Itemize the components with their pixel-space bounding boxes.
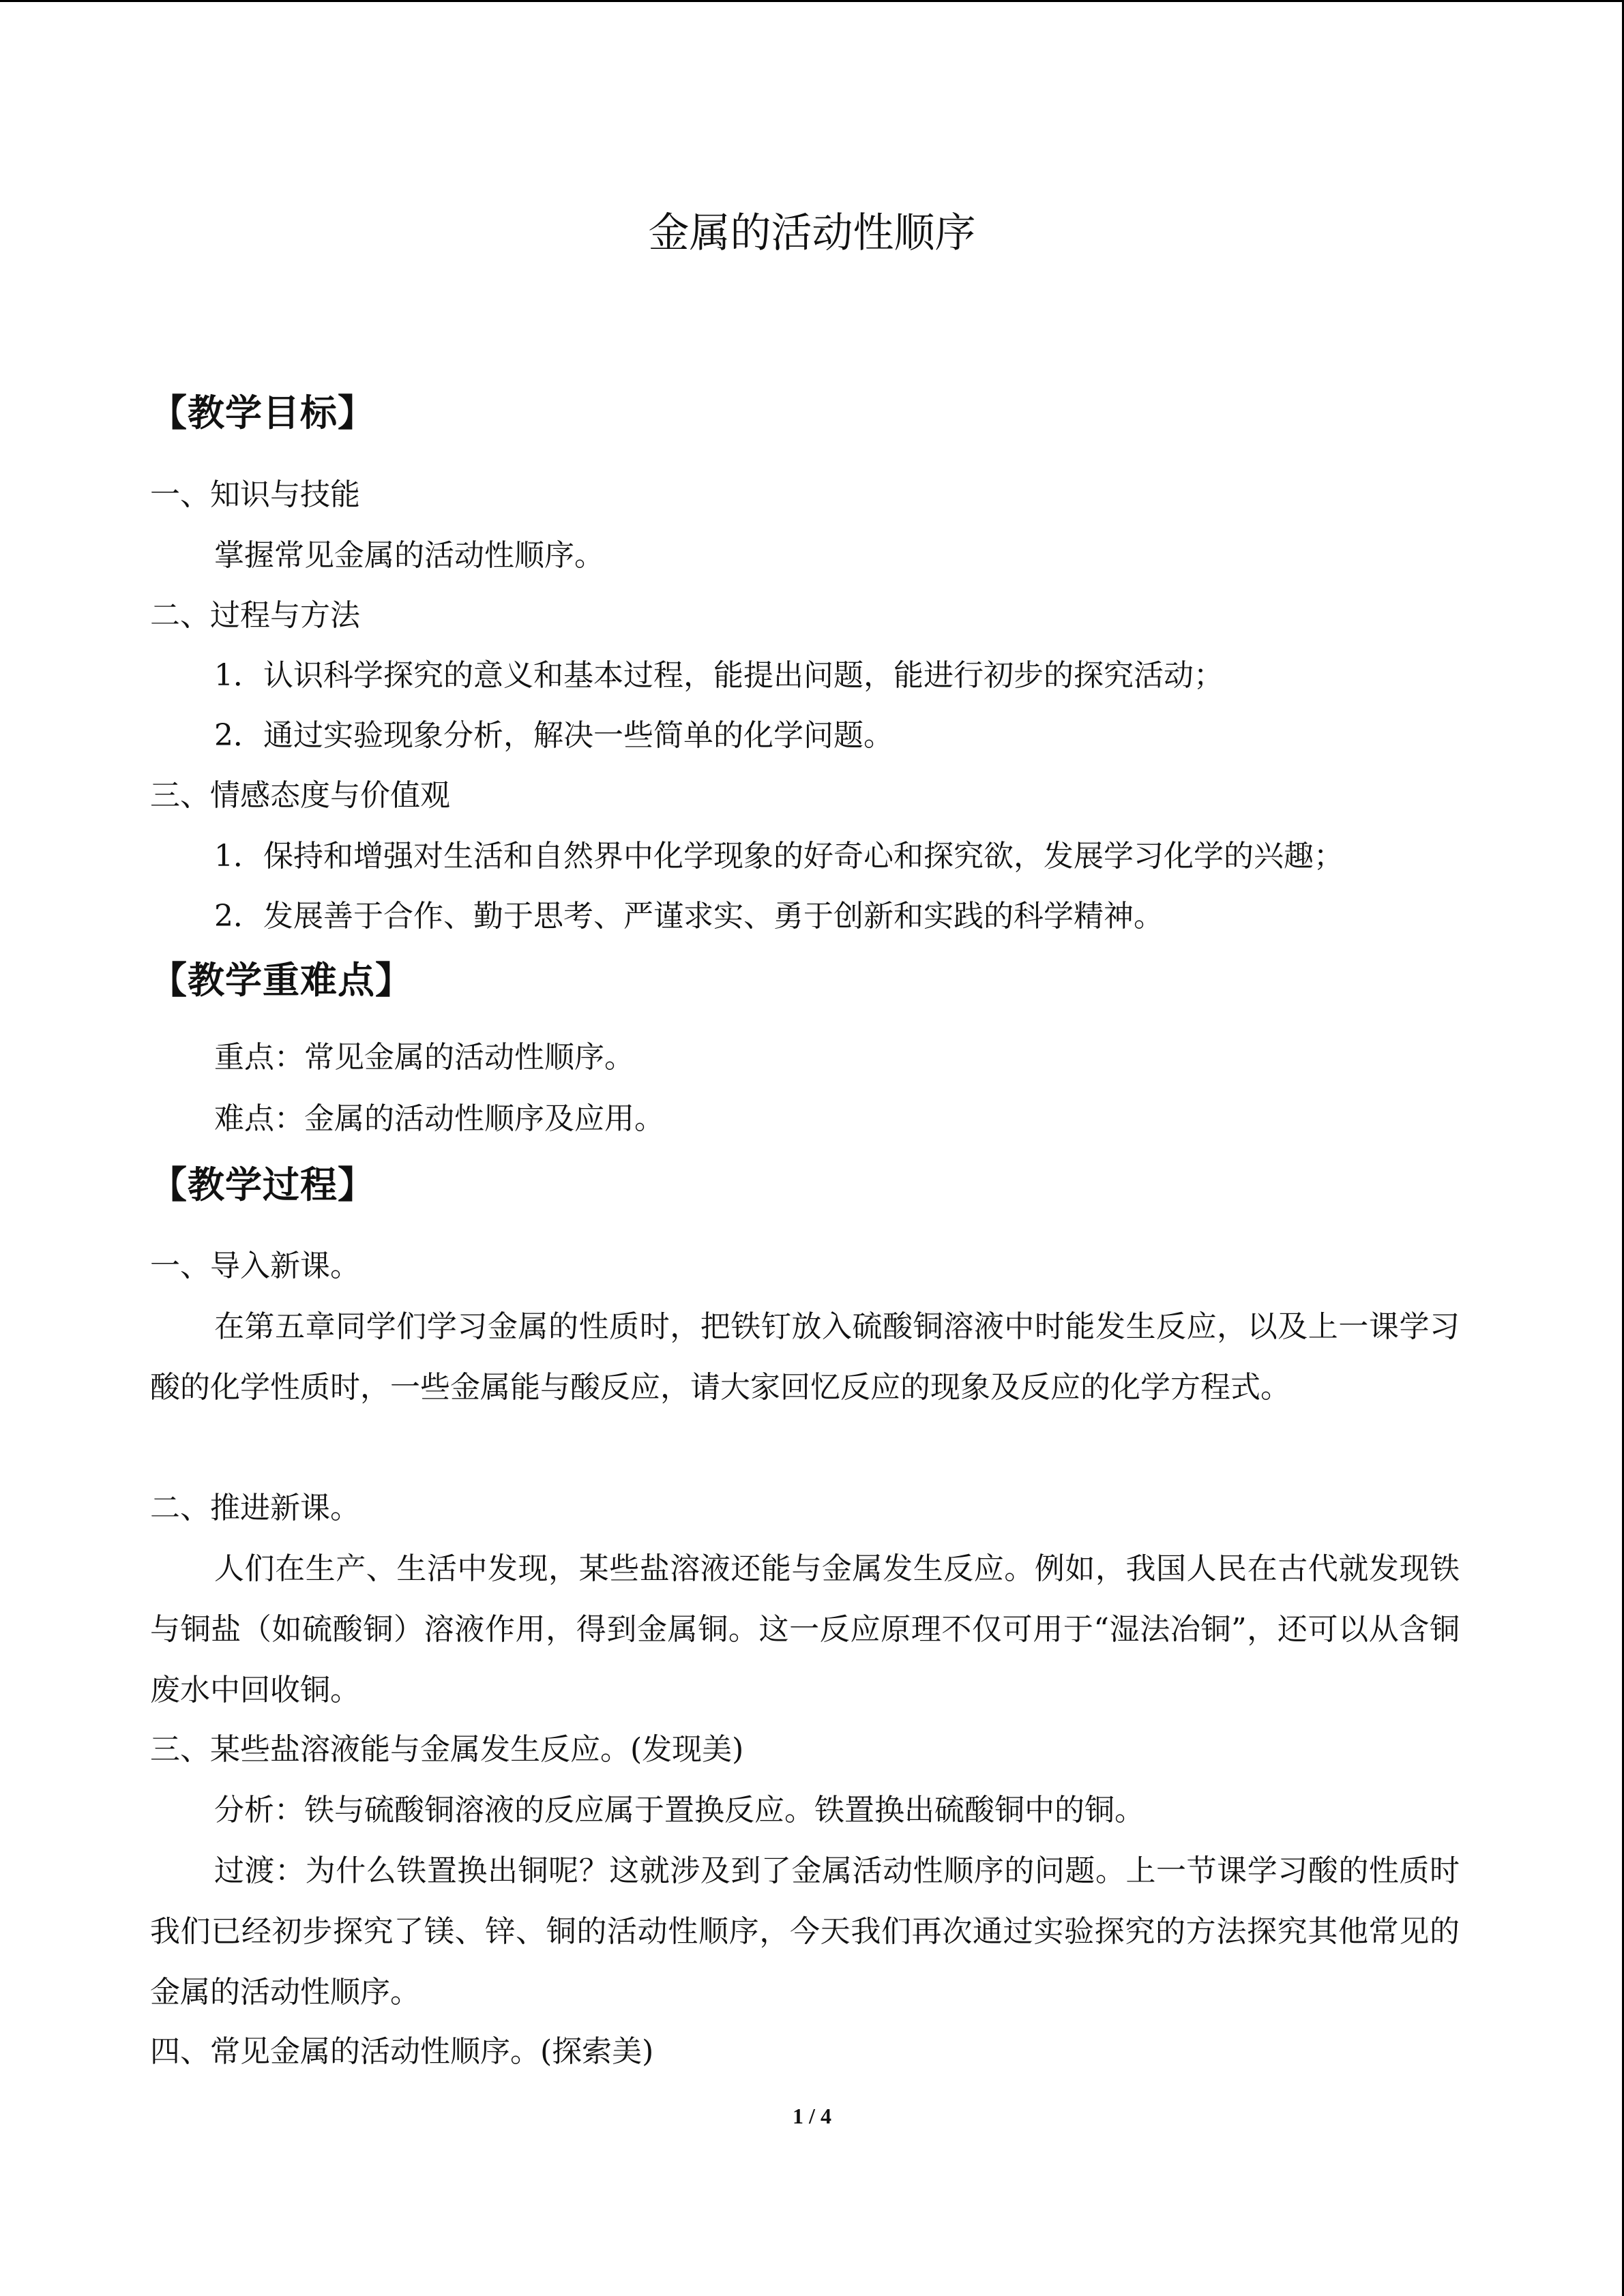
- page-number: 1 / 4: [793, 2104, 831, 2128]
- objectives-part1-title: 一、知识与技能: [150, 477, 360, 512]
- objectives-part3-item-1: 1．保持和增强对生活和自然界中化学现象的好奇心和探究欲，发展学习化学的兴趣；: [214, 839, 1344, 874]
- process-step2-title: 二、推进新课。: [150, 1491, 360, 1525]
- key-point-focus: 重点：常见金属的活动性顺序。: [214, 1040, 634, 1075]
- process-step1-paragraph: 在第五章同学们学习金属的性质时，把铁钉放入硫酸铜溶液中时能发生反应，以及上一课学习酸的化学性质时，一些金属能与酸反应，请大家回忆反应的现象及反应的化学方程式。: [150, 1309, 1460, 1405]
- process-step3-analysis: 分析：铁与硫酸铜溶液的反应属于置换反应。铁置换出硫酸铜中的铜。: [214, 1793, 1145, 1828]
- section-heading-objectives: 【教学目标】: [150, 391, 375, 434]
- objectives-part2-item-2: 2．通过实验现象分析，解决一些简单的化学问题。: [214, 718, 894, 753]
- process-step1-title: 一、导入新课。: [150, 1249, 360, 1283]
- process-step2-paragraph: 人们在生产、生活中发现，某些盐溶液还能与金属发生反应。例如，我国人民在古代就发现铁与铜盐（如硫酸铜）溶液作用，得到金属铜。这一反应原理不仅可用于“湿法冶铜”，还可以从含铜废水中回收铜。: [150, 1551, 1460, 1708]
- key-point-difficulty: 难点：金属的活动性顺序及应用。: [214, 1101, 664, 1136]
- objectives-part2-item-1: 1．认识科学探究的意义和基本过程，能提出问题，能进行初步的探究活动；: [214, 658, 1224, 693]
- objectives-part3-item-2: 2．发展善于合作、勤于思考、严谨求实、勇于创新和实践的科学精神。: [214, 899, 1164, 934]
- section-heading-key-points: 【教学重难点】: [150, 958, 413, 1002]
- section-heading-process: 【教学过程】: [150, 1163, 375, 1206]
- objectives-part1-item: 掌握常见金属的活动性顺序。: [214, 538, 604, 573]
- process-step4-title: 四、常见金属的活动性顺序。(探索美): [150, 2034, 654, 2069]
- document-title: 金属的活动性顺序: [648, 209, 976, 257]
- process-step3-transition: 过渡：为什么铁置换出铜呢？这就涉及到了金属活动性顺序的问题。上一节课学习酸的性质时我们已经初步探究了镁、锌、铜的活动性顺序，今天我们再次通过实验探究的方法探究其他常见的金属的活动性顺序。: [150, 1853, 1460, 2010]
- objectives-part3-title: 三、情感态度与价值观: [150, 778, 450, 813]
- process-step3-title: 三、某些盐溶液能与金属发生反应。(发现美): [150, 1732, 744, 1767]
- objectives-part2-title: 二、过程与方法: [150, 598, 360, 633]
